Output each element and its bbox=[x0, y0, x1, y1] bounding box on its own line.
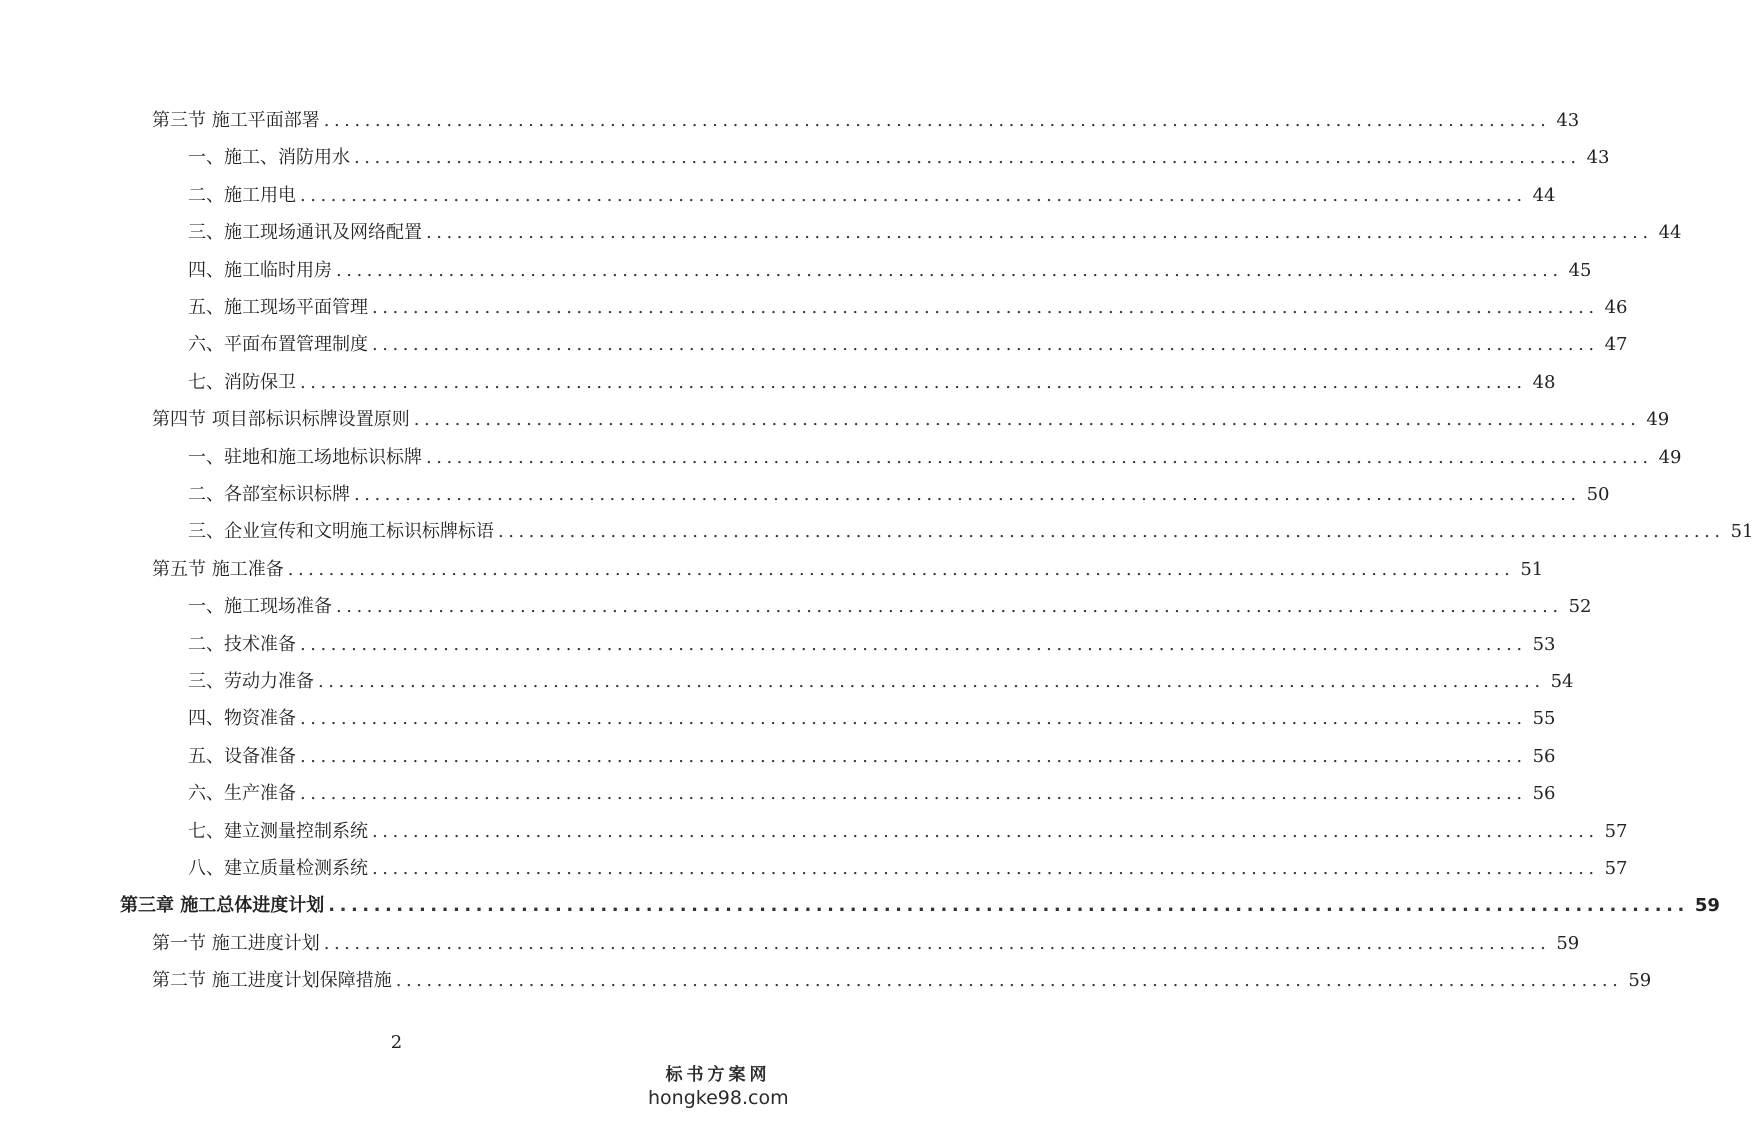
toc-entry-title: 四、物资准备 bbox=[188, 708, 296, 730]
toc-entry-item bbox=[188, 219, 1682, 247]
dot-leader: ........................................................................................................................ bbox=[300, 371, 1527, 393]
toc-entry-title: 三、企业宣传和文明施工标识标牌标语 bbox=[188, 521, 494, 543]
toc-entry-item bbox=[188, 331, 1628, 359]
toc-entry-page: 56 bbox=[1532, 745, 1556, 767]
toc-entry-page: 59 bbox=[1694, 895, 1720, 917]
toc-entry-page: 55 bbox=[1532, 708, 1556, 730]
dot-leader: ........................................................................................................................ bbox=[354, 484, 1581, 505]
toc-entry-item bbox=[188, 481, 1610, 509]
dot-leader: ........................................................................................................................ bbox=[300, 633, 1527, 655]
watermark-logo bbox=[648, 1064, 788, 1110]
toc-entry-page: 53 bbox=[1532, 633, 1556, 655]
toc-entry-title: 一、驻地和施工场地标识标牌 bbox=[188, 446, 422, 468]
toc-entry-item bbox=[188, 780, 1556, 808]
dot-leader: ........................................................................................................................ bbox=[300, 708, 1527, 730]
dot-leader: ........................................................................................................................ bbox=[336, 596, 1563, 618]
toc-entry-title: 八、建立质量检测系统 bbox=[188, 858, 368, 879]
toc-entry-page: 43 bbox=[1586, 147, 1610, 169]
dot-leader: ........................................................................................................................ bbox=[300, 783, 1527, 805]
dot-leader: ........................................................................................................................ bbox=[426, 446, 1653, 468]
toc-entry-title: 七、消防保卫 bbox=[188, 371, 296, 393]
toc-entry-page: 57 bbox=[1604, 820, 1628, 842]
toc-entry-title: 三、施工现场通讯及网络配置 bbox=[188, 222, 422, 244]
toc-entry-title: 二、技术准备 bbox=[188, 633, 296, 655]
toc-entry-page: 52 bbox=[1568, 596, 1592, 618]
toc-entry-item bbox=[188, 631, 1556, 659]
toc-entry-item bbox=[188, 593, 1592, 621]
toc-entry-title: 一、施工现场准备 bbox=[188, 596, 332, 618]
dot-leader: ........................................................................................................................ bbox=[354, 147, 1581, 169]
dot-leader: ........................................................................................................................ bbox=[323, 932, 1551, 954]
dot-leader: ........................................................................................................................ bbox=[328, 895, 1689, 917]
toc-entry-page: 59 bbox=[1556, 932, 1580, 954]
toc-entry-title: 第三章 施工总体进度计划 bbox=[120, 895, 325, 917]
dot-leader: ........................................................................................................................ bbox=[300, 745, 1527, 767]
dot-leader: ........................................................................................................................ bbox=[372, 297, 1599, 318]
toc-entry-page: 59 bbox=[1628, 970, 1652, 992]
toc-entry-title: 七、建立测量控制系统 bbox=[188, 820, 368, 842]
toc-entry-title: 三、劳动力准备 bbox=[188, 671, 314, 692]
toc-entry-chapter bbox=[120, 892, 1720, 920]
toc-entry-page: 49 bbox=[1658, 446, 1682, 468]
toc-entry-title: 第四节 项目部标识标牌设置原则 bbox=[152, 409, 410, 431]
toc-entry-title: 六、平面布置管理制度 bbox=[188, 334, 368, 356]
toc-entry-title: 二、施工用电 bbox=[188, 184, 296, 206]
toc-entry-title: 第五节 施工准备 bbox=[152, 558, 284, 580]
toc-entry-page: 43 bbox=[1556, 110, 1580, 131]
toc-entry-title: 六、生产准备 bbox=[188, 783, 296, 805]
toc-entry-page: 51 bbox=[1730, 521, 1754, 543]
watermark-url: hongke98.com bbox=[648, 1087, 789, 1109]
toc-entry-section bbox=[152, 107, 1580, 135]
toc-entry-title: 四、施工临时用房 bbox=[188, 259, 332, 281]
watermark-name: 标书方案网 bbox=[665, 1065, 771, 1085]
toc-entry-page: 50 bbox=[1586, 484, 1610, 505]
toc-entry-title: 第二节 施工进度计划保障措施 bbox=[152, 970, 392, 992]
toc-entry-title: 第三节 施工平面部署 bbox=[152, 110, 320, 131]
dot-leader: ........................................................................................................................ bbox=[318, 671, 1545, 692]
dot-leader: ........................................................................................................................ bbox=[287, 558, 1515, 580]
toc-entry-item bbox=[188, 294, 1628, 322]
toc-entry-page: 51 bbox=[1520, 558, 1544, 580]
dot-leader: ........................................................................................................................ bbox=[426, 222, 1653, 244]
toc-entry-item bbox=[188, 668, 1574, 696]
page-number: 2 bbox=[390, 1032, 403, 1053]
toc-entry-title: 二、各部室标识标牌 bbox=[188, 484, 350, 505]
toc-entry-page: 56 bbox=[1532, 783, 1556, 805]
toc-entry-item bbox=[188, 257, 1592, 285]
toc-entry-title: 五、设备准备 bbox=[188, 745, 296, 767]
dot-leader: ........................................................................................................................ bbox=[372, 858, 1599, 879]
toc-entry-item bbox=[188, 705, 1556, 733]
toc-entry-section bbox=[152, 406, 1670, 434]
toc-entry-page: 47 bbox=[1604, 334, 1628, 356]
toc-entry-title: 五、施工现场平面管理 bbox=[188, 297, 368, 318]
toc-entry-item bbox=[188, 144, 1610, 172]
toc-entry-item bbox=[188, 182, 1556, 210]
dot-leader: ........................................................................................................................ bbox=[395, 970, 1623, 992]
toc-entry-page: 48 bbox=[1532, 371, 1556, 393]
toc-entry-item bbox=[188, 743, 1556, 771]
dot-leader: ........................................................................................................................ bbox=[372, 820, 1599, 842]
dot-leader: ........................................................................................................................ bbox=[300, 184, 1527, 206]
toc-entry-section bbox=[152, 930, 1580, 958]
toc-entry-item bbox=[188, 855, 1628, 883]
toc-entry-page: 45 bbox=[1568, 259, 1592, 281]
dot-leader: ........................................................................................................................ bbox=[372, 334, 1599, 356]
toc-entry-page: 49 bbox=[1646, 409, 1670, 431]
toc-entry-page: 46 bbox=[1604, 297, 1628, 318]
toc-entry-page: 44 bbox=[1532, 184, 1556, 206]
toc-entry-section bbox=[152, 967, 1652, 995]
dot-leader: ........................................................................................................................ bbox=[323, 110, 1551, 131]
toc-entry-title: 一、施工、消防用水 bbox=[188, 147, 350, 169]
toc-entry-item bbox=[188, 818, 1628, 846]
dot-leader: ........................................................................................................................ bbox=[413, 409, 1641, 431]
toc-entry-item bbox=[188, 369, 1556, 397]
toc-entry-title: 第一节 施工进度计划 bbox=[152, 932, 320, 954]
toc-entry-page: 44 bbox=[1658, 222, 1682, 244]
dot-leader: ........................................................................................................................ bbox=[336, 259, 1563, 281]
toc-entry-item bbox=[188, 444, 1682, 472]
toc-entry-item bbox=[188, 518, 1754, 546]
dot-leader: ........................................................................................................................ bbox=[498, 521, 1725, 543]
toc-entry-page: 54 bbox=[1550, 671, 1574, 692]
toc-entry-section bbox=[152, 556, 1544, 584]
toc-entry-page: 57 bbox=[1604, 858, 1628, 879]
